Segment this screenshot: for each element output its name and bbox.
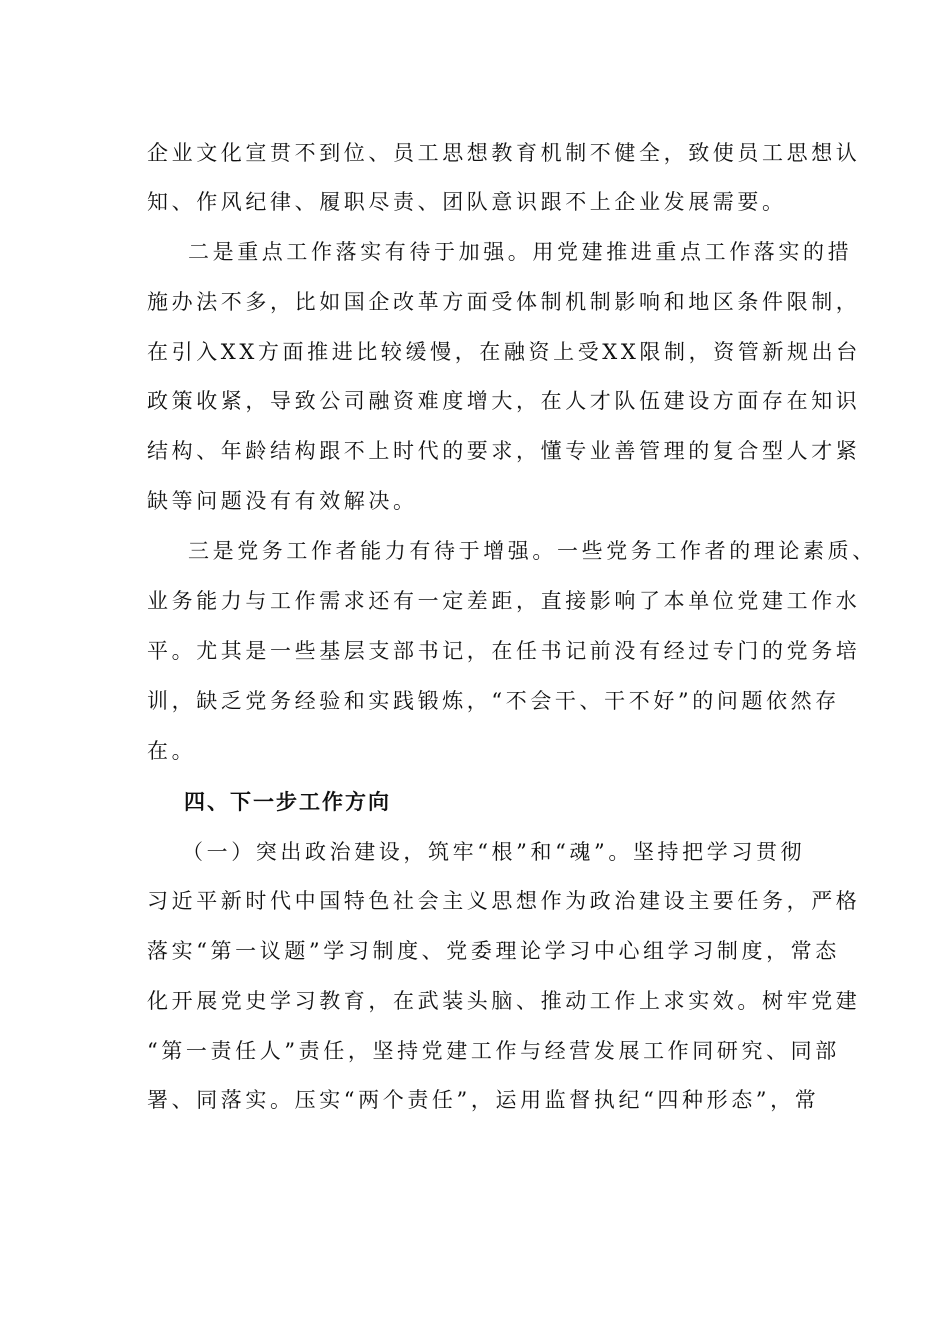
text-line: 落实“第一议题”学习制度、党委理论学习中心组学习制度，常态 [147,939,840,963]
text-line: 结构、年龄结构跟不上时代的要求，懂专业善管理的复合型人才紧 [147,439,861,463]
section-heading: 四、下一步工作方向 [184,789,391,814]
text-line: 政策收紧，导致公司融资难度增大，在人才队伍建设方面存在知识 [147,389,861,413]
text-line: 在引入XX方面推进比较缓慢，在融资上受XX限制，资管新规出台 [147,340,861,364]
text-line: 习近平新时代中国特色社会主义思想作为政治建设主要任务，严格 [147,889,861,913]
text-line: 三是党务工作者能力有待于增强。一些党务工作者的理论素质、 [188,539,877,563]
text-line: 企业文化宣贯不到位、员工思想教育机制不健全，致使员工思想认 [147,141,861,165]
text-line: 署、同落实。压实“两个责任”，运用监督执纪“四种形态”，常 [147,1088,820,1112]
text-line: 平。尤其是一些基层支部书记，在任书记前没有经过专门的党务培 [147,639,861,663]
text-line: “第一责任人”责任，坚持党建工作与经营发展工作同研究、同部 [147,1039,840,1063]
text-line: 缺等问题没有有效解决。 [147,489,418,513]
text-line: 训，缺乏党务经验和实践锻炼，“不会干、干不好”的问题依然存 [147,689,840,713]
text-line: 化开展党史学习教育，在武装头脑、推动工作上求实效。树牢党建 [147,989,861,1013]
text-line: 施办法不多，比如国企改革方面受体制机制影响和地区条件限制， [147,290,861,314]
text-line: （一）突出政治建设，筑牢“根”和“魂”。坚持把学习贯彻 [182,840,806,864]
text-line: 业务能力与工作需求还有一定差距，直接影响了本单位党建工作水 [147,589,861,613]
text-line: 二是重点工作落实有待于加强。用党建推进重点工作落实的措 [188,240,853,264]
text-line: 知、作风纪律、履职尽责、团队意识跟不上企业发展需要。 [147,190,787,214]
text-line: 在。 [147,739,197,763]
